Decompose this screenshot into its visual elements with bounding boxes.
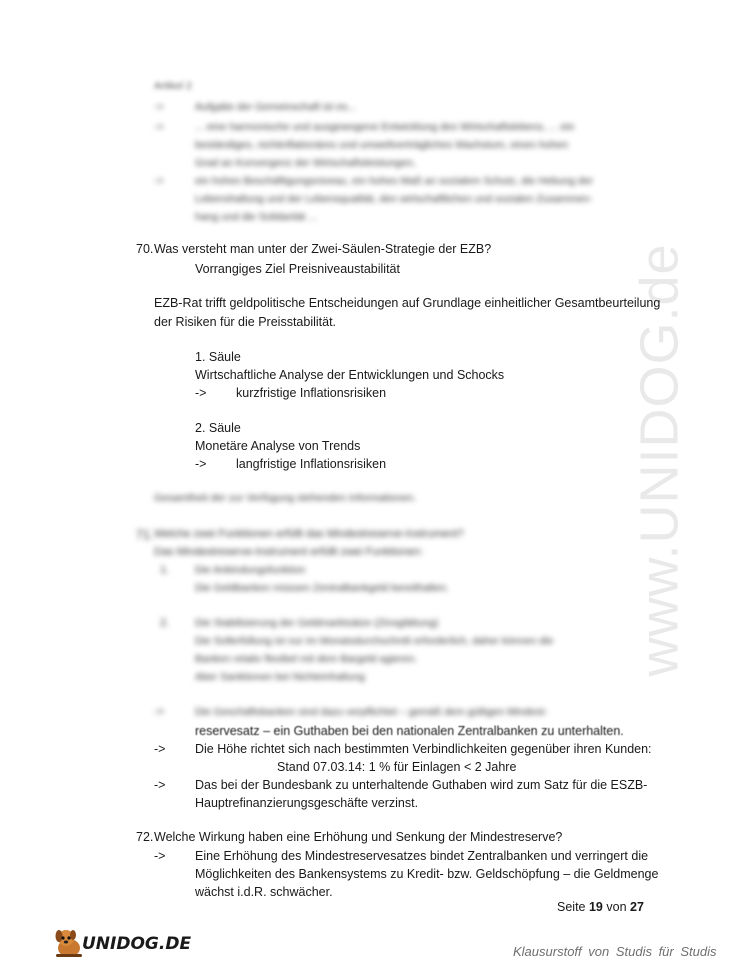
pillar-title: 1. Säule xyxy=(195,350,241,364)
question-number: 71. xyxy=(136,528,154,542)
logo-text: UNIDOG.DE xyxy=(82,934,192,954)
question-text: Welche Wirkung haben eine Erhöhung und Senkung der Mindestreserve? xyxy=(154,830,563,844)
body-line: Das bei der Bundesbank zu unterhaltende Guthaben wird zum Satz für die ESZB- xyxy=(195,778,648,792)
pillar-risk: kurzfristige Inflationsrisiken xyxy=(236,386,387,400)
item-number: 2. xyxy=(160,617,170,629)
unidog-logo xyxy=(52,926,192,962)
paragraph-line: EZB-Rat trifft geldpolitische Entscheidungen auf Grundlage einheitlicher Gesamtbeurteilung xyxy=(154,296,661,310)
question-text: Was versteht man unter der Zwei-Säulen-Strategie der EZB? xyxy=(154,242,492,256)
article-marker: -> xyxy=(154,175,164,187)
article-line: ein hohes Beschäftigungsniveau, ein hohes Maß an sozialem Schutz, die Hebung der xyxy=(195,175,594,187)
arrow-marker: -> xyxy=(154,742,166,756)
article-line: beständiges, nichtinflationäres und umweltverträgliches Wachstum, einen hohen xyxy=(195,139,569,151)
sub-line: Stand 07.03.14: 1 % für Einlagen < 2 Jahre xyxy=(277,760,517,774)
paragraph-line: der Risiken für die Preisstabilität. xyxy=(154,315,337,329)
item-text: Die Geldbanken müssen Zentralbankgeld bereithalten. xyxy=(195,582,449,594)
item-title: Die Anbindungsfunktion xyxy=(195,564,306,576)
arrow-marker: -> xyxy=(154,706,165,718)
item-title: Die Stabilisierung der Geldmarktsätze (Zinsglättung) xyxy=(195,617,439,629)
goal-text: Vorrangiges Ziel Preisniveaustabilität xyxy=(195,262,400,276)
body-line: Möglichkeiten des Bankensystems zu Kredit- bzw. Geldschöpfung – die Geldmenge xyxy=(195,867,659,881)
arrow-marker: -> xyxy=(154,849,166,863)
article-marker: -> xyxy=(154,121,164,133)
pillar-title: 2. Säule xyxy=(195,421,241,435)
article-line: Aufgabe der Gemeinschaft ist es... xyxy=(195,101,357,113)
pillar-desc: Wirtschaftliche Analyse der Entwicklungen und Schocks xyxy=(195,368,505,382)
article-line: Grad an Konvergenz der Wirtschaftsleistungen, xyxy=(195,157,416,169)
article-line: ... eine harmonische und ausgewogene Entwicklung des Wirtschaftslebens, ... ein xyxy=(195,121,575,133)
arrow-marker: -> xyxy=(154,778,166,792)
question-number: 72. xyxy=(136,830,154,844)
body-line: Eine Erhöhung des Mindestreservesatzes bindet Zentralbanken und verringert die xyxy=(195,849,649,863)
intro-text: Das Mindestreserve-Instrument erfüllt zwei Funktionen: xyxy=(154,546,423,558)
watermark-text: www.UNIDOG.de xyxy=(630,243,690,677)
arrow-marker: -> xyxy=(195,457,207,471)
body-line: wächst i.d.R. schwächer. xyxy=(195,885,333,899)
body-line: Hauptrefinanzierungsgeschäfte verzinst. xyxy=(195,796,419,810)
page-total: 27 xyxy=(630,900,644,914)
page-mid: von xyxy=(606,900,627,914)
blurred-summary: Gesamtheit der zur Verfügung stehenden Informationen. xyxy=(154,492,417,504)
item-text: Banken relativ flexibel mit dem Bargeld agieren. xyxy=(195,653,418,665)
article-line: Lebenshaltung und der Lebensqualität, den wirtschaftlichen und sozialen Zusammen- xyxy=(195,193,593,205)
article-line: hang und die Solidarität ... xyxy=(195,211,318,223)
footer-tagline: Klausurstoff von Studis für Studis xyxy=(513,944,717,959)
pillar-risk: langfristige Inflationsrisiken xyxy=(236,457,387,471)
page-number xyxy=(557,900,644,914)
body-line: Die Höhe richtet sich nach bestimmten Verbindlichkeiten gegenüber ihren Kunden: xyxy=(195,742,652,756)
article-marker: -> xyxy=(154,101,164,113)
question-text: Welche zwei Funktionen erfüllt das Mindestreserve-Instrument? xyxy=(154,528,464,540)
question-number: 70. xyxy=(136,242,154,256)
arrow-marker: -> xyxy=(195,386,207,400)
dog-icon xyxy=(52,926,86,960)
item-text: Aber Sanktionen bei Nichteinhaltung xyxy=(195,671,365,683)
pillar-desc: Monetäre Analyse von Trends xyxy=(195,439,361,453)
page-current: 19 xyxy=(588,900,603,914)
item-text: Die Geschäftsbanken sind dazu verpflichtet – gemäß dem gültigen Mindest- xyxy=(195,706,548,718)
item-number: 1. xyxy=(160,564,170,576)
page-prefix: Seite xyxy=(557,900,586,914)
continuation-line: reservesatz – ein Guthaben bei den nationalen Zentralbanken zu unterhalten. xyxy=(195,724,624,738)
item-text: Die Sollerfüllung ist nur im Monatsdurchschnitt erforderlich, daher können die xyxy=(195,635,554,647)
article-title: Artikel 2 xyxy=(154,80,192,92)
